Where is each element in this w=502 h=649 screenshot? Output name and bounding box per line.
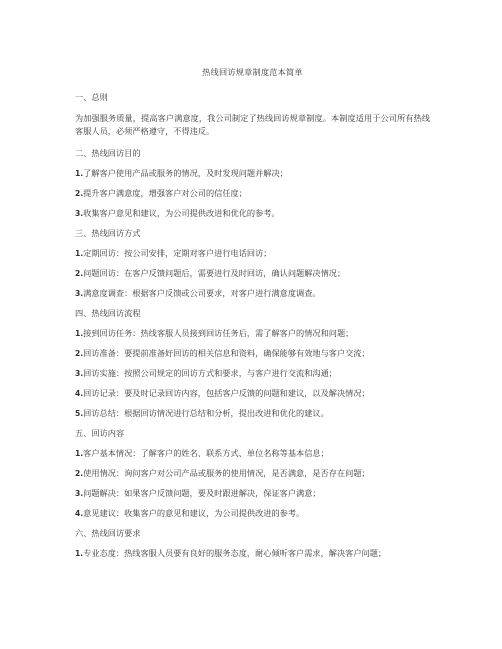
item-number: 2. bbox=[75, 349, 84, 358]
item-number: 2. bbox=[75, 469, 84, 478]
item-number: 3. bbox=[75, 209, 84, 218]
item-number: 4. bbox=[75, 509, 84, 518]
section-heading-content: 五、回访内容 bbox=[75, 428, 125, 438]
item-number: 1. bbox=[75, 449, 84, 458]
list-item bbox=[75, 508, 430, 519]
list-item bbox=[75, 328, 430, 339]
section-paragraph-general: 为加强服务质量，提高客户满意度，我公司制定了热线回访规章制度。本制度适用于公司所有热线客服人员，必须严格遵守，不得违反。 bbox=[75, 113, 430, 136]
list-item bbox=[75, 408, 430, 419]
list-item bbox=[75, 448, 430, 459]
item-number: 1. bbox=[75, 549, 84, 558]
item-text: 回访记录：要及时记录回访内容，包括客户反馈的问题和建议，以及解决情况； bbox=[83, 388, 370, 398]
item-number: 2. bbox=[75, 189, 84, 198]
list-item bbox=[75, 188, 430, 199]
item-text: 接到回访任务：热线客服人员接到回访任务后，需了解客户的情况和问题； bbox=[83, 328, 354, 338]
item-text: 客户基本情况：了解客户的姓名、联系方式、单位名称等基本信息； bbox=[83, 448, 329, 458]
item-number: 4. bbox=[75, 389, 84, 398]
item-text: 定期回访：按公司安排，定期对客户进行电话回访； bbox=[83, 248, 272, 258]
item-number: 1. bbox=[75, 169, 84, 178]
document-title: 热线回访规章制度范本简单 bbox=[202, 67, 303, 77]
item-text: 满意度调查：根据客户反馈或公司要求，对客户进行满意度调查。 bbox=[83, 288, 321, 298]
section-heading-methods: 三、热线回访方式 bbox=[75, 228, 141, 238]
list-item bbox=[75, 248, 430, 259]
section-heading-purpose: 二、热线回访目的 bbox=[75, 148, 141, 158]
item-number: 3. bbox=[75, 369, 84, 378]
list-item bbox=[75, 348, 430, 359]
item-number: 3. bbox=[75, 289, 84, 298]
item-text: 问题解决：如果客户反馈问题，要及时跟进解决，保证客户满意； bbox=[83, 488, 321, 498]
list-item bbox=[75, 368, 430, 379]
section-heading-requirements: 六、热线回访要求 bbox=[75, 528, 141, 538]
section-heading-general: 一、总则 bbox=[75, 92, 108, 102]
item-text: 收集客户意见和建议，为公司提供改进和优化的参考。 bbox=[83, 208, 280, 218]
item-text: 提升客户满意度，增强客户对公司的信任度； bbox=[83, 188, 247, 198]
item-number: 1. bbox=[75, 329, 84, 338]
list-item bbox=[75, 488, 430, 499]
item-number: 1. bbox=[75, 249, 84, 258]
list-item bbox=[75, 468, 430, 479]
item-text: 了解客户使用产品或服务的情况，及时发现问题并解决； bbox=[83, 168, 288, 178]
item-number: 2. bbox=[75, 269, 84, 278]
item-text: 专业态度：热线客服人员要有良好的服务态度，耐心倾听客户需求，解决客户问题； bbox=[83, 548, 387, 558]
item-text: 意见建议：收集客户的意见和建议，为公司提供改进的参考。 bbox=[83, 508, 305, 518]
list-item bbox=[75, 548, 430, 559]
item-text: 回访总结：根据回访情况进行总结和分析，提出改进和优化的建议。 bbox=[83, 408, 329, 418]
item-number: 5. bbox=[75, 409, 84, 418]
list-item bbox=[75, 268, 430, 279]
item-text: 问题回访：在客户反馈问题后，需要进行及时回访，确认问题解决情况； bbox=[83, 268, 346, 278]
item-number: 3. bbox=[75, 489, 84, 498]
section-heading-process: 四、热线回访流程 bbox=[75, 308, 141, 318]
item-text: 回访准备：要提前准备好回访的相关信息和资料，确保能够有效地与客户交流； bbox=[83, 348, 370, 358]
item-text: 使用情况：询问客户对公司产品或服务的使用情况，是否满意，是否存在问题； bbox=[83, 468, 370, 478]
list-item bbox=[75, 388, 430, 399]
list-item bbox=[75, 288, 430, 299]
item-text: 回访实施：按照公司规定的回访方式和要求，与客户进行交流和沟通； bbox=[83, 368, 337, 378]
list-item bbox=[75, 208, 430, 219]
list-item bbox=[75, 168, 430, 179]
